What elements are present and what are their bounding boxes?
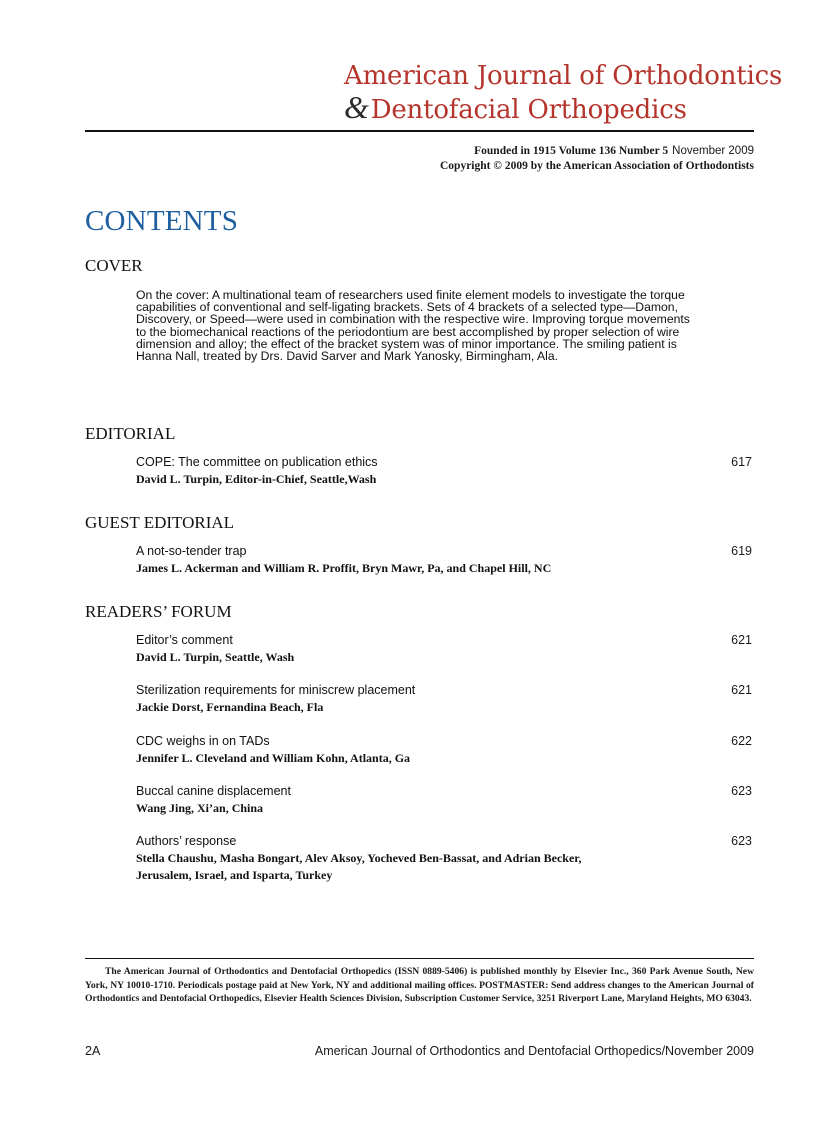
toc-entry-authors: David L. Turpin, Seattle, Wash xyxy=(136,650,295,664)
toc-entry[interactable] xyxy=(136,543,754,577)
toc-entry-authors: David L. Turpin, Editor-in-Chief, Seattle,Wash xyxy=(136,472,377,486)
copyright-line: Copyright © 2009 by the American Association of Orthodontists xyxy=(440,160,754,172)
toc-entry-title[interactable]: Editor’s comment xyxy=(136,633,233,647)
toc-entry[interactable] xyxy=(136,733,754,767)
toc-entry-title[interactable]: CDC weighs in on TADs xyxy=(136,734,270,748)
header-rule xyxy=(85,130,754,132)
toc-entry-title[interactable]: Authors’ response xyxy=(136,834,237,848)
masthead-line-2-text: Dentofacial Orthopedics xyxy=(370,95,687,125)
contents-title: CONTENTS xyxy=(85,205,239,237)
toc-entry-authors: Wang Jing, Xi’an, China xyxy=(136,801,264,815)
running-footer-title: American Journal of Orthodontics and Dentofacial Orthopedics/November 2009 xyxy=(314,1044,754,1058)
toc-entry-page: 623 xyxy=(731,784,752,798)
toc-entry[interactable] xyxy=(136,632,754,666)
publication-founded-line xyxy=(440,144,754,159)
toc-entry-authors-line-2: Jerusalem, Israel, and Isparta, Turkey xyxy=(136,868,333,882)
section-heading-editorial: EDITORIAL xyxy=(85,424,176,443)
founded-volume: Founded in 1915 Volume 136 Number 5 xyxy=(474,145,669,157)
cover-description: On the cover: A multinational team of researchers used finite element models to investigate the torque capabilities of conventional and self-ligating brackets. Sets of 4 brackets of a selected type—Damon, Discovery, or Speed—were used in combination with the respective wire. Improving torque movements to the biomechanical reactions of the periodontium are best accomplished by proper selection of wire dimension and alloy; the effect of the bracket system was of minor importance. The smiling patient is Hanna Nall, treated by Drs. David Sarver and Mark Yanosky, Birmingham, Ala. xyxy=(136,288,690,364)
toc-entry[interactable] xyxy=(136,783,754,817)
issue-date: November 2009 xyxy=(672,145,754,157)
section-heading-guest-editorial: GUEST EDITORIAL xyxy=(85,513,235,532)
toc-entry[interactable] xyxy=(136,833,754,884)
toc-entry-title[interactable]: A not-so-tender trap xyxy=(136,544,247,558)
toc-entry[interactable] xyxy=(136,682,754,716)
toc-entry-authors: Jackie Dorst, Fernandina Beach, Fla xyxy=(136,700,324,714)
toc-entry-page: 622 xyxy=(731,734,752,748)
publication-info xyxy=(440,144,754,174)
toc-entry-page: 619 xyxy=(731,544,752,558)
page-label: 2A xyxy=(85,1044,101,1058)
toc-entry-authors: Stella Chaushu, Masha Bongart, Alev Aksoy, Yocheved Ben-Bassat, and Adrian Becker, xyxy=(136,851,582,865)
toc-entry-title[interactable]: COPE: The committee on publication ethics xyxy=(136,455,378,469)
toc-entry-authors: Jennifer L. Cleveland and William Kohn, Atlanta, Ga xyxy=(136,751,411,765)
toc-entry-page: 617 xyxy=(731,455,752,469)
journal-masthead xyxy=(344,60,783,126)
toc-entry-authors: James L. Ackerman and William R. Proffit, Bryn Mawr, Pa, and Chapel Hill, NC xyxy=(136,561,552,575)
masthead-line-1: American Journal of Orthodontics xyxy=(344,61,783,91)
masthead-line-2 xyxy=(344,91,764,126)
toc-entry-page: 621 xyxy=(731,633,752,647)
toc-entry-page: 623 xyxy=(731,834,752,848)
footnote-rule xyxy=(85,958,754,959)
section-heading-readers-forum: READERS’ FORUM xyxy=(85,602,232,621)
section-heading-cover: COVER xyxy=(85,256,143,275)
toc-entry[interactable] xyxy=(136,454,754,488)
toc-entry-title[interactable]: Sterilization requirements for miniscrew placement xyxy=(136,683,416,697)
toc-entry-page: 621 xyxy=(731,683,752,697)
masthead-ampersand: & xyxy=(344,89,369,125)
toc-entry-title[interactable]: Buccal canine displacement xyxy=(136,784,291,798)
publisher-footnote: The American Journal of Orthodontics and Dentofacial Orthopedics (ISSN 0889-5406) is published monthly by Elsevier Inc., 360 Park Avenue South, New York, NY 10010-1710. Periodicals postage paid at New York, NY and additional mailing offices. POSTMASTER: Send address changes to the American Journal of Orthodontics and Dentofacial Orthopedics, Elsevier Health Sciences Division, Subscription Customer Service, 3251 Riverport Lane, Maryland Heights, MO 63043. xyxy=(85,966,754,1005)
